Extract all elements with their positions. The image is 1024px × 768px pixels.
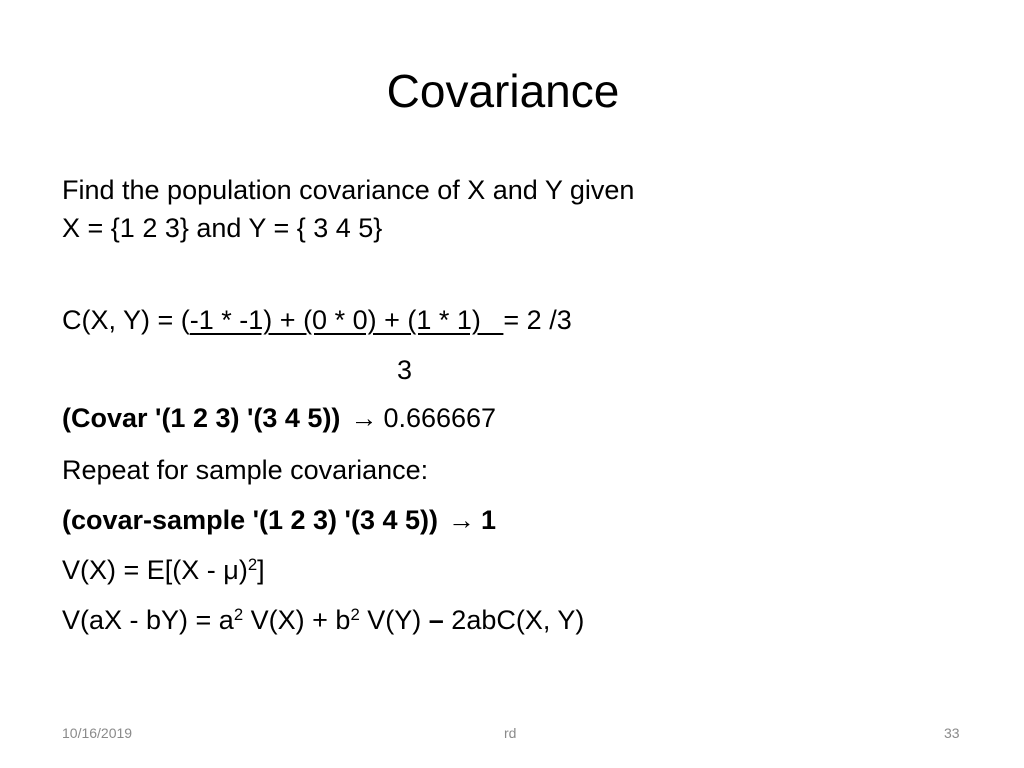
- footer-date: 10/16/2019: [62, 725, 133, 741]
- covariance-formula: [62, 300, 572, 340]
- linear-part-1: V(aX - bY) = a: [62, 605, 234, 635]
- formula-prefix: C(X, Y) = (: [62, 305, 190, 335]
- formula-denominator: 3: [397, 355, 413, 385]
- footer-page-number: 33: [944, 725, 960, 741]
- problem-line-1: Find the population covariance of X and Y given: [62, 175, 635, 205]
- linear-exponent-1: 2: [233, 604, 244, 624]
- variance-left: V(X) = E[(X -: [62, 555, 224, 585]
- right-arrow-icon: →: [350, 403, 378, 433]
- linear-dash: –: [428, 605, 444, 635]
- slide-title: Covariance: [386, 65, 620, 117]
- sample-call-line: [62, 500, 496, 540]
- covar-call: (Covar '(1 2 3) '(3 4 5)): [62, 403, 341, 433]
- covar-result: 0.666667: [383, 403, 497, 433]
- repeat-text: Repeat for sample covariance:: [62, 455, 429, 485]
- sample-call: (covar-sample '(1 2 3) '(3 4 5)): [62, 505, 438, 535]
- problem-line-2: X = {1 2 3} and Y = { 3 4 5}: [62, 213, 383, 243]
- formula-suffix: = 2 /3: [503, 305, 572, 335]
- footer-author: rd: [504, 725, 517, 741]
- covar-call-line: [62, 398, 496, 438]
- mu-symbol: μ: [223, 555, 239, 585]
- formula-numerator: -1 * -1) + (0 * 0) + (1 * 1): [189, 305, 504, 335]
- sample-result: 1: [480, 505, 497, 535]
- linear-exponent-2: 2: [350, 604, 360, 624]
- linear-combination-formula: [62, 600, 584, 640]
- variance-end: ]: [257, 555, 265, 585]
- linear-part-3: V(Y): [359, 605, 429, 635]
- variance-exponent: 2: [247, 554, 258, 574]
- linear-part-2: V(X) + b: [243, 605, 351, 635]
- right-arrow-icon: →: [447, 505, 475, 535]
- linear-part-4: 2abC(X, Y): [443, 605, 585, 635]
- variance-close: ): [238, 555, 248, 585]
- variance-formula: [62, 550, 265, 590]
